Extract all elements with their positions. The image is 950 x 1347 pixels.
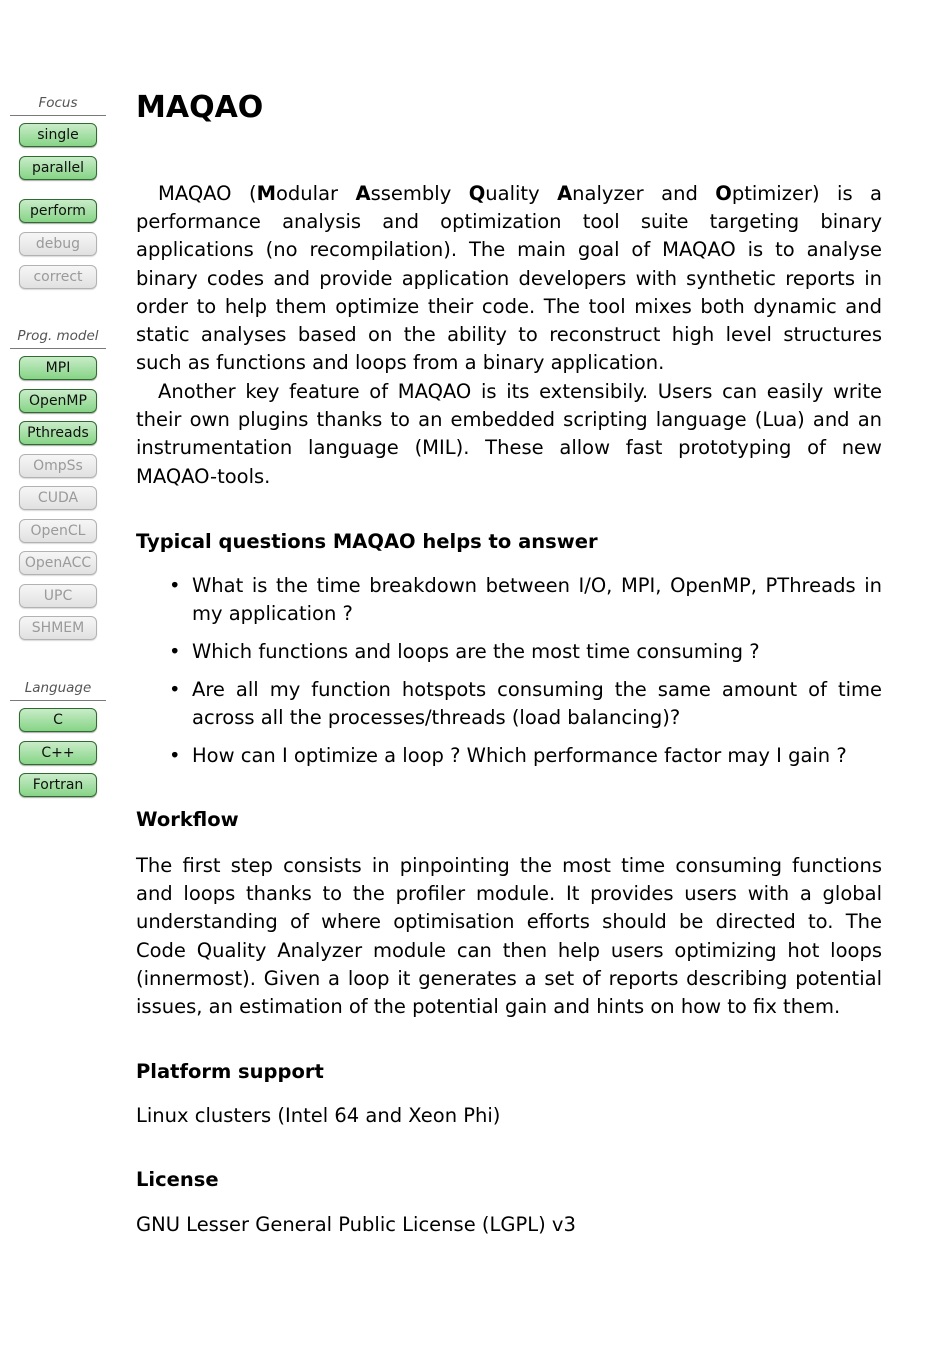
tag-openacc: OpenACC	[19, 551, 97, 575]
tag-c: C	[19, 708, 97, 732]
tag-upc: UPC	[19, 584, 97, 608]
questions-heading: Typical questions MAQAO helps to answer	[136, 530, 598, 553]
tag-perform: perform	[19, 199, 97, 223]
page-title: MAQAO	[136, 90, 264, 125]
license-text: GNU Lesser General Public License (LGPL) v3	[136, 1213, 576, 1236]
language-label: Language	[10, 680, 106, 701]
tag-opencl: OpenCL	[19, 519, 97, 543]
bullet-icon: •	[169, 574, 181, 597]
bullet-icon: •	[169, 677, 181, 701]
tag-debug: debug	[19, 232, 97, 256]
workflow-text: The first step consists in pinpointing the most time consuming functions and loops thanks to the profiler module. It provides users with a global understanding of where optimisation efforts should be directed to. The Code Quality Analyzer module can then help users optimizing hot loops (innermost). Given a loop it generates a set of reports describing potential issues, an estimation of the potential gain and hints on how to fix them.	[136, 854, 882, 1019]
platform-heading: Platform support	[136, 1060, 324, 1083]
tag-openmp: OpenMP	[19, 389, 97, 413]
workflow-heading: Workflow	[136, 808, 239, 831]
intro-paragraph-2: Another key feature of MAQAO is its extensibily. Users can easily write their own plugins thanks to an embedded scripting language (Lua) and an instrumentation language (MIL). These allow fast prototyping of new MAQAO-tools.	[136, 380, 882, 488]
tag-single: single	[19, 123, 97, 147]
tag-shmem: SHMEM	[19, 616, 97, 640]
prog-model-label: Prog. model	[10, 328, 106, 349]
list-item: • Which functions and loops are the most time consuming ?	[136, 638, 882, 666]
bullet-icon: •	[169, 639, 181, 663]
list-item: • Are all my function hotspots consuming the same amount of time across all the processes/threads (load balancing)?	[169, 677, 882, 729]
questions-list	[136, 572, 882, 779]
list-item: • How can I optimize a loop ? Which performance factor may I gain ?	[136, 742, 882, 770]
bullet-icon: •	[169, 743, 181, 767]
tag-pthreads: Pthreads	[19, 421, 97, 445]
list-item: • What is the time breakdown between I/O, MPI, OpenMP, PThreads in my application ?	[169, 574, 882, 626]
tag-ompss: OmpSs	[19, 454, 97, 478]
license-heading: License	[136, 1168, 219, 1191]
tag-mpi: MPI	[19, 356, 97, 380]
tag-cpp: C++	[19, 741, 97, 765]
tag-parallel: parallel	[19, 156, 97, 180]
intro-paragraph-1: MAQAO (Modular Assembly Quality Analyzer and Optimizer) is a performance analysis and optimization tool suite targeting binary applications (no recompilation). The main goal of MAQAO is to analyse binary codes and provide application developers with synthetic reports in order to help them optimize their code. The tool mixes both dynamic and static analyses based on the ability to reconstruct high level structures such as functions and loops from a binary application.	[136, 182, 883, 375]
sidebar-tags	[0, 0, 116, 1347]
tag-fortran: Fortran	[19, 773, 97, 797]
tag-cuda: CUDA	[19, 486, 97, 510]
tag-correct: correct	[19, 265, 97, 289]
focus-label: Focus	[10, 95, 106, 116]
platform-text: Linux clusters (Intel 64 and Xeon Phi)	[136, 1104, 501, 1127]
